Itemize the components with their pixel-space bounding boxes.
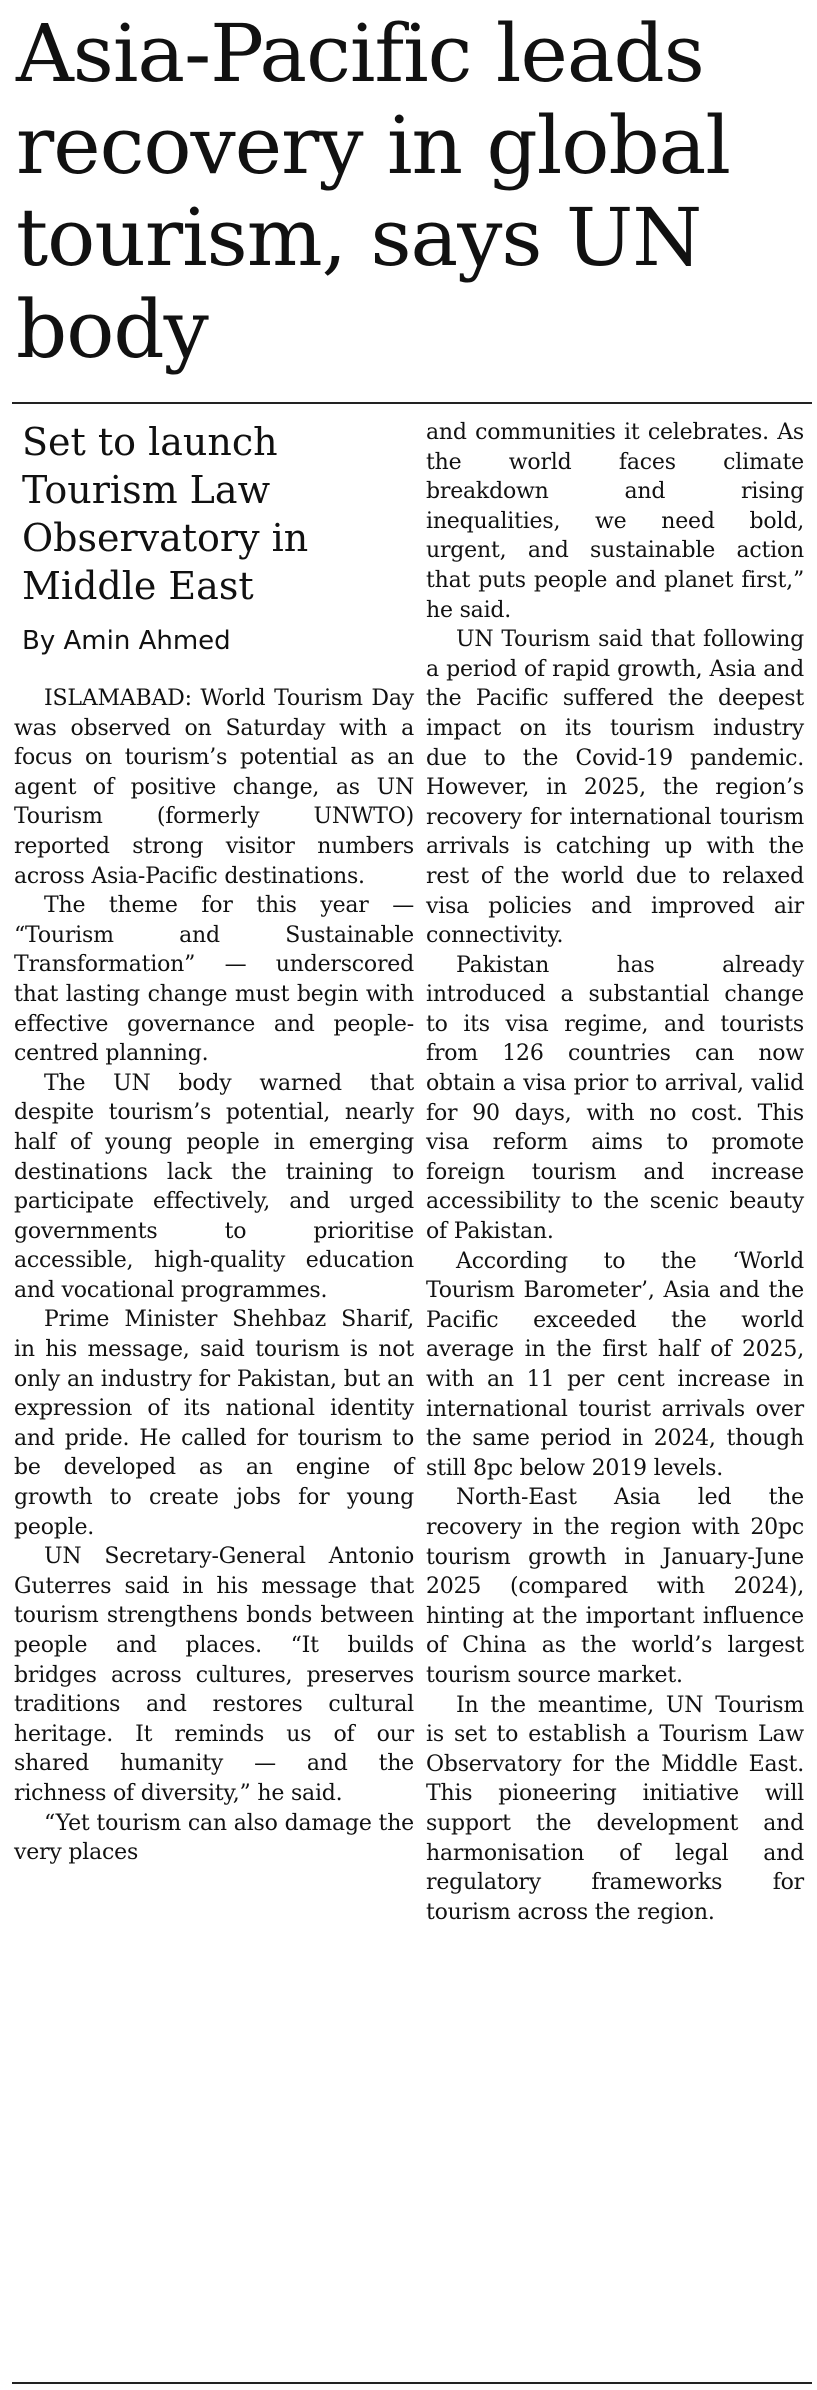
bottom-rule — [12, 2382, 812, 2384]
paragraph: According to the ‘World Tourism Barometer’, Asia and the Pacific exceeded the world average in the first half of 2025, with an 11 per cent increase in international tourist arrivals over the same period in 2024, though still 8pc below 2019 levels. — [426, 1248, 804, 1481]
paragraph: ISLAMABAD: World Tourism Day was observed on Saturday with a focus on tourism’s potential as an agent of positive change, as UN Tourism (formerly UNWTO) reported strong visitor numbers across Asia-Pacific destinations. — [14, 686, 414, 889]
paragraph: “Yet tourism can also damage the very places — [14, 1810, 414, 1866]
paragraph: Pakistan has already introduced a substantial change to its visa regime, and tourists from 126 countries can now obtain a visa prior to arrival, valid for 90 days, with no cost. This visa reform aims to promote foreign tourism and increase accessibility to the scenic beauty of Pakistan. — [426, 952, 804, 1245]
headline-divider — [12, 402, 812, 404]
left-column-body — [14, 684, 414, 1868]
paragraph: North-East Asia led the recovery in the region with 20pc tourism growth in January-June 2025 (compared with 2024), hinting at the important influence of China as the world’s largest tourism source market. — [426, 1485, 804, 1688]
byline: By Amin Ahmed — [22, 626, 231, 656]
paragraph: Prime Minister Shehbaz Sharif, in his message, said tourism is not only an industry for Pakistan, but an expression of its national identity and pride. He called for tourism to be developed as an engine of growth to create jobs for young people. — [14, 1307, 414, 1540]
paragraph: UN Tourism said that following a period of rapid growth, Asia and the Pacific suffered the deepest impact on its tourism industry due to the Covid-19 pandemic. However, in 2025, the region’s recovery for international tourism arrivals is catching up with the rest of the world due to relaxed visa policies and improved air connectivity. — [426, 627, 804, 949]
paragraph: UN Secretary-General Antonio Guterres said in his message that tourism strengthens bonds between people and places. “It builds bridges across cultures, preserves traditions and restores cultural heritage. It reminds us of our shared humanity — and the richness of diversity,” he said. — [14, 1544, 414, 1806]
right-column — [426, 418, 804, 1927]
subheadline: Set to launch Tourism Law Observatory in Middle East — [22, 420, 309, 608]
right-column-body — [426, 418, 804, 1927]
paragraph: In the meantime, UN Tourism is set to establish a Tourism Law Observatory for the Middle East. This pioneering initiative will support the development and harmonisation of legal and regulatory frameworks for tourism across the region. — [426, 1692, 804, 1925]
left-column — [14, 418, 414, 1868]
headline: Asia-Pacific leads recovery in global tourism, says UN body — [16, 7, 730, 376]
paragraph: The UN body warned that despite tourism’s potential, nearly half of young people in emerging destinations lack the training to participate effectively, and urged governments to prioritise accessible, high-quality education and vocational programmes. — [14, 1070, 414, 1303]
paragraph: The theme for this year — “Tourism and Sustainable Transformation” — underscored that lasting change must begin with effective governance and people-centred planning. — [14, 893, 414, 1067]
paragraph-continuation: and communities it celebrates. As the world faces climate breakdown and rising inequalities, we need bold, urgent, and sustainable action that puts people and planet first,” he said. — [426, 420, 804, 623]
